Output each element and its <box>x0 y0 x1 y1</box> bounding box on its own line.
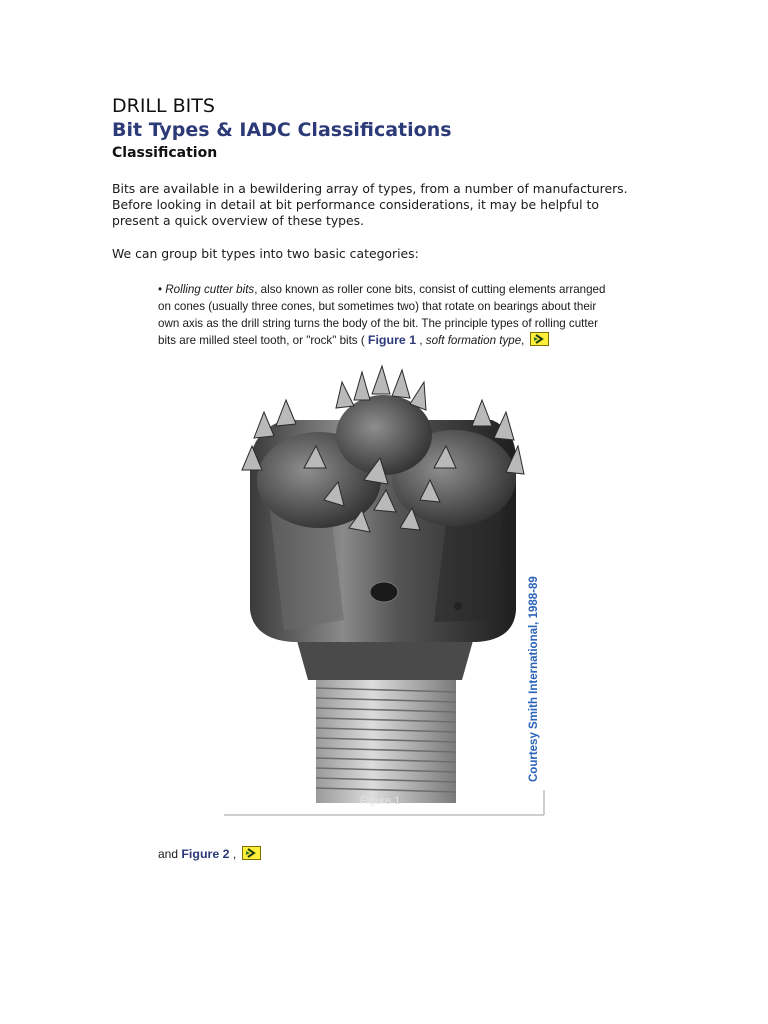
go-arrow-icon[interactable] <box>530 332 549 346</box>
figure-1-tail: , <box>521 334 525 347</box>
figure-1-separator: , <box>416 334 426 347</box>
bullet-line-2: on cones (usually three cones, but sometimes two) that rotate on bearings about their <box>158 300 597 313</box>
figure-1 <box>224 360 546 820</box>
drill-bit-illustration <box>224 360 546 820</box>
page-title: DRILL BITS <box>112 95 215 117</box>
figure-1-note: soft formation type <box>425 334 522 347</box>
bullet-line-1-text: , also known as roller cone bits, consist of cutting elements arranged <box>254 283 606 296</box>
bullet-rolling-cutter <box>158 281 658 349</box>
page-subtitle: Bit Types & IADC Classifications <box>112 119 452 141</box>
intro-line-1: Bits are available in a bewildering array of types, from a number of manufacturers. <box>112 181 628 196</box>
section-heading: Classification <box>112 145 218 161</box>
intro-line-3: present a quick overview of these types. <box>112 213 365 228</box>
figure-1-link[interactable]: Figure 1 <box>367 333 417 347</box>
go-arrow-icon[interactable] <box>242 846 261 860</box>
bullet-line-3: own axis as the drill string turns the body of the bit. The principle types of rolling cutter <box>158 317 598 330</box>
figure-2-separator: , <box>229 847 240 861</box>
bullet-term: Rolling cutter bits <box>165 283 255 296</box>
and-figure-2-line <box>158 846 261 861</box>
and-text: and <box>158 847 182 861</box>
figure-caption: Figure 1 <box>360 795 401 807</box>
bullet-line-4-text: bits are milled steel tooth, or "rock" bits ( <box>158 334 368 347</box>
intro-paragraph <box>112 181 628 229</box>
figure-2-link[interactable]: Figure 2 <box>181 847 230 861</box>
bullet-line-4 <box>158 332 658 349</box>
categories-paragraph: We can group bit types into two basic categories: <box>112 246 419 261</box>
bullet-marker: • <box>158 283 163 296</box>
intro-line-2: Before looking in detail at bit performance considerations, it may be helpful to <box>112 197 599 212</box>
figure-credit: Courtesy Smith International, 1988-89 <box>528 576 540 782</box>
bullet-line-1 <box>158 281 658 298</box>
